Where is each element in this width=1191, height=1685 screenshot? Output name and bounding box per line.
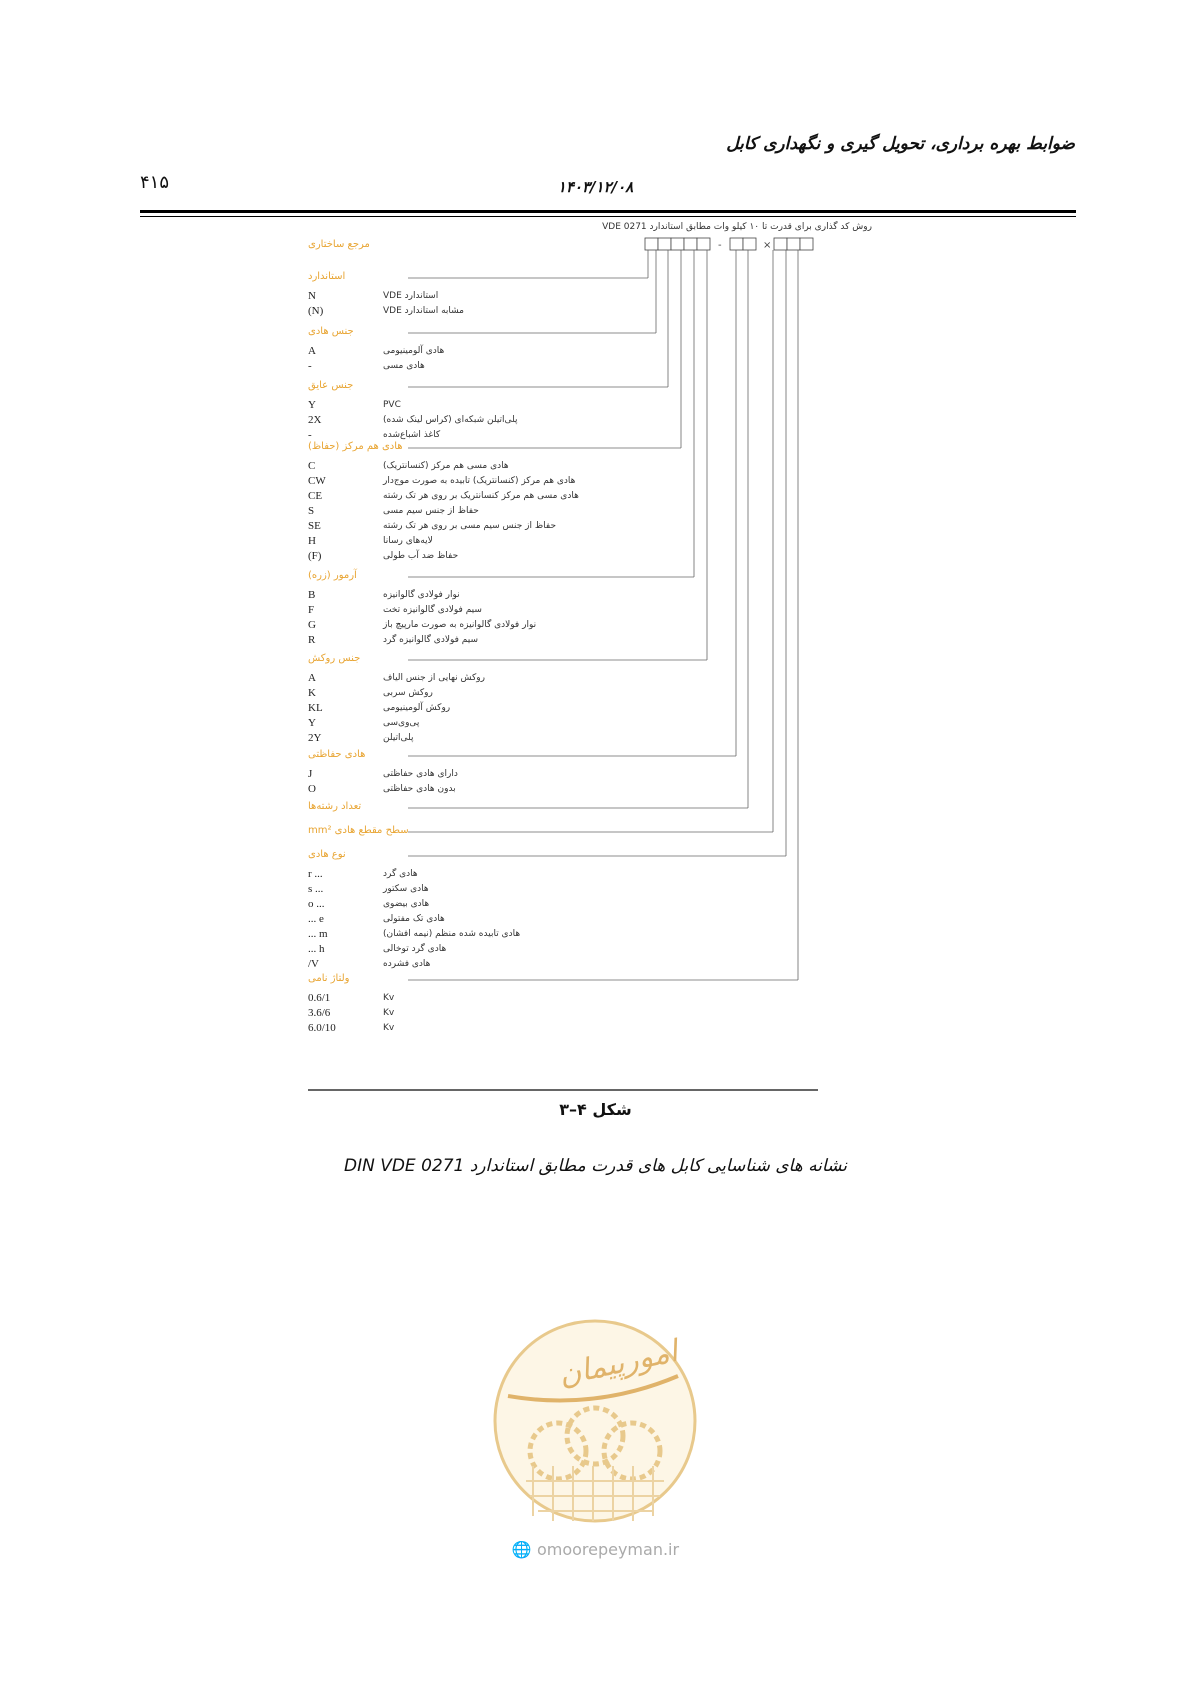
code-value: CW: [308, 475, 326, 487]
code-value: (F): [308, 550, 322, 562]
page-number: ۴۱۵: [140, 172, 170, 193]
code-box: [787, 238, 800, 250]
category-label: آرمور (زره): [308, 570, 357, 581]
code-value: ... m: [308, 928, 328, 940]
category-label: تعداد رشته‌ها: [308, 801, 362, 812]
code-value: S: [308, 505, 315, 517]
code-value: s ...: [308, 883, 324, 895]
code-description: روکش آلومینیومی: [383, 703, 451, 713]
header-rule-thick: [140, 210, 1076, 213]
code-box: [645, 238, 658, 250]
code-box: [800, 238, 813, 250]
code-description: هادی آلومینیومی: [383, 346, 445, 356]
code-value: K: [308, 687, 316, 699]
code-description: دارای هادی حفاظتی: [383, 769, 458, 779]
code-description: هادی تابیده شده منظم (نیمه افشان): [383, 929, 521, 939]
globe-icon: 🌐: [511, 1540, 532, 1559]
code-value: 6.0/10: [308, 1022, 336, 1034]
code-description: پلی‌اتیلن: [383, 733, 414, 743]
code-description: پی‌وی‌سی: [383, 718, 420, 728]
figure-title: روش کد گذاری برای قدرت تا ۱۰ کیلو وات مطابق استاندارد VDE 0271: [602, 222, 872, 232]
code-description: هادی گرد توخالی: [383, 944, 447, 954]
code-description: روکش سربی: [383, 688, 433, 698]
code-value: 2X: [308, 414, 322, 426]
code-value: r ...: [308, 868, 323, 880]
code-description: حفاظ از جنس سیم مسی: [383, 506, 479, 516]
code-box: [684, 238, 697, 250]
code-value: ... h: [308, 943, 325, 955]
code-value: G: [308, 619, 316, 631]
code-value: F: [308, 604, 315, 616]
watermark-url: 🌐 omoorepeyman.ir: [511, 1540, 680, 1559]
code-description: استاندارد VDE: [383, 291, 439, 301]
watermark-logo: [488, 1316, 702, 1530]
code-value: H: [308, 535, 316, 547]
category-label: جنس هادی: [308, 326, 354, 337]
code-value: (N): [308, 305, 324, 317]
code-value: N: [308, 290, 316, 302]
code-value: ... e: [308, 913, 324, 925]
code-description: بدون هادی حفاظتی: [383, 784, 456, 794]
category-label: جنس روکش: [308, 653, 361, 664]
code-description: هادی مسی هم مرکز کنسانتریک بر روی هر تک رشته: [383, 491, 579, 501]
code-description: Kv: [383, 993, 395, 1003]
code-description: حفاظ ضد آب طولی: [383, 551, 459, 561]
code-description: سیم فولادی گالوانیزه تخت: [383, 605, 482, 615]
code-description: پلی‌اتیلن شبکه‌ای (کراس لینک شده): [383, 415, 518, 425]
code-description: کاغذ اشباع‌شده: [383, 430, 441, 440]
figure-number: شکل ۴–۳: [559, 1100, 632, 1119]
code-description: لایه‌های رسانا: [383, 536, 433, 546]
separator-dash: -: [718, 240, 722, 251]
category-label: هادی هم مرکز (حفاظ): [308, 441, 403, 452]
code-value: Y: [308, 399, 316, 411]
code-value: B: [308, 589, 316, 601]
code-description: PVC: [383, 400, 401, 410]
document-date: ۱۴۰۳/۱۲/۰۸: [557, 178, 634, 196]
header-rule-thin: [140, 216, 1076, 217]
category-label: مرجع ساختاری: [308, 239, 370, 250]
code-description: هادی گرد: [383, 869, 418, 879]
code-box: [743, 238, 756, 250]
code-value: J: [308, 768, 313, 780]
cable-code-figure: [308, 220, 882, 1096]
code-value: O: [308, 783, 316, 795]
code-description: هادی تک مفتولی: [383, 914, 445, 924]
code-description: هادی فشرده: [383, 959, 431, 969]
code-description: حفاظ از جنس سیم مسی بر روی هر تک رشته: [383, 521, 557, 531]
code-description: Kv: [383, 1008, 395, 1018]
document-running-title: ضوابط بهره برداری، تحویل گیری و نگهداری کابل: [726, 134, 1075, 154]
code-value: 3.6/6: [308, 1007, 331, 1019]
code-description: نوار فولادی گالوانیزه: [383, 590, 460, 600]
code-description: هادی سکتور: [383, 884, 429, 894]
code-box: [730, 238, 743, 250]
code-value: o ...: [308, 898, 325, 910]
category-label: سطح مقطع هادی mm²: [308, 825, 409, 836]
code-description: سیم فولادی گالوانیزه گرد: [383, 635, 479, 645]
code-description: هادی مسی: [383, 361, 425, 371]
code-value: C: [308, 460, 316, 472]
code-value: -: [308, 360, 312, 372]
watermark-logo-text: امورپیمان: [555, 1333, 681, 1394]
category-label: استاندارد: [308, 271, 346, 282]
figure-caption: نشانه های شناسایی کابل های قدرت مطابق استاندارد DIN VDE 0271: [343, 1156, 847, 1176]
code-value: -: [308, 429, 312, 441]
code-box: [774, 238, 787, 250]
code-box: [658, 238, 671, 250]
category-label: ولتاژ نامی: [308, 973, 350, 984]
code-value: /V: [308, 958, 319, 970]
code-value: Y: [308, 717, 316, 729]
code-value: KL: [308, 702, 323, 714]
category-label: نوع هادی: [308, 849, 346, 860]
code-description: مشابه استاندارد VDE: [383, 306, 465, 316]
code-description: نوار فولادی گالوانیزه به صورت مارپیچ باز: [383, 620, 537, 630]
code-value: 0.6/1: [308, 992, 331, 1004]
code-box: [697, 238, 710, 250]
category-label: جنس عایق: [308, 380, 354, 391]
multiply-sign: ×: [763, 240, 772, 251]
code-description: روکش نهایی از جنس الیاف: [383, 673, 485, 683]
code-description: Kv: [383, 1023, 395, 1033]
category-label: هادی حفاظتی: [308, 749, 366, 760]
code-value: CE: [308, 490, 323, 502]
code-box: [671, 238, 684, 250]
code-description: هادی مسی هم مرکز (کنسانتریک): [383, 461, 509, 471]
code-value: A: [308, 672, 316, 684]
code-description: هادی بیضوی: [383, 899, 430, 909]
code-value: A: [308, 345, 316, 357]
code-value: 2Y: [308, 732, 322, 744]
code-value: R: [308, 634, 316, 646]
code-description: هادی هم مرکز (کنسانتریک) تابیده به صورت موج‌دار: [383, 476, 576, 486]
code-value: SE: [308, 520, 321, 532]
